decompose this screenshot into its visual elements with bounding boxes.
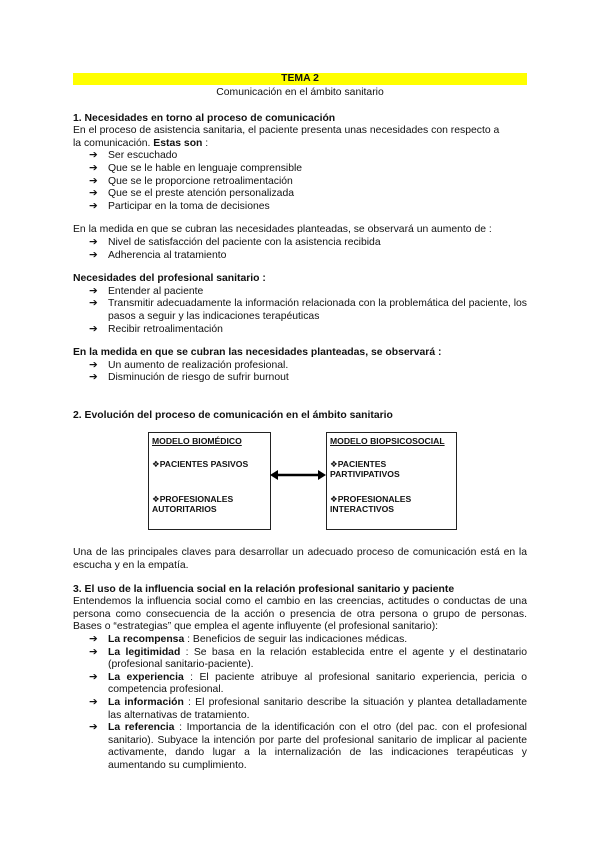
- section3-heading: 3. El uso de la influencia social en la relación profesional sanitario y paciente: [73, 583, 455, 595]
- professional-needs-list: [73, 286, 527, 336]
- list-item: ➔ Ser escuchado: [89, 150, 178, 162]
- list-item: ➔ Que se le proporcione retroalimentación: [89, 175, 293, 187]
- biomedical-item-professionals: ❖PROFESIONALES: [152, 494, 234, 505]
- arrow-icon: ➔: [89, 372, 98, 384]
- list-item: ➔ La experiencia : El paciente atribuye al profesional sanitario experiencia, pericia o competencia profesional.: [89, 671, 528, 696]
- page-title: TEMA 2: [73, 73, 527, 85]
- list-item: ➔ Entender al paciente: [89, 285, 204, 297]
- list-item: ➔ Que se le hable en lenguaje comprensible: [89, 162, 303, 174]
- arrow-icon: ➔: [89, 359, 98, 371]
- section1-intro: En el proceso de asistencia sanitaria, el paciente presenta unas necesidades con respecto a la comunicación. Estas son :: [73, 125, 500, 149]
- biomedical-model-box: [148, 432, 271, 530]
- biopsychosocial-item-patients: ❖PACIENTES: [330, 459, 387, 470]
- document-page: [73, 73, 527, 773]
- biomedical-item-patients: ❖PACIENTES PASIVOS: [152, 459, 249, 470]
- list-item: ➔ Nivel de satisfacción del paciente con la asistencia recibida: [89, 236, 381, 248]
- observe-list: [73, 237, 527, 262]
- list-item: ➔ La legitimidad : Se basa en la relación establecida entre el agente y el destinatario (profesional sanitario-paciente).: [89, 646, 527, 671]
- arrow-icon: ➔: [89, 323, 98, 335]
- arrow-icon: ➔: [89, 175, 98, 187]
- section1-heading: 1. Necesidades en torno al proceso de comunicación: [73, 112, 336, 124]
- arrow-icon: ➔: [89, 697, 98, 708]
- arrow-icon: ➔: [89, 162, 98, 174]
- biomedical-model-title: MODELO BIOMÉDICO: [152, 436, 242, 447]
- biopsychosocial-item-professionals-2: INTERACTIVOS: [330, 504, 394, 515]
- observe2-list: [73, 360, 527, 385]
- arrow-icon: ➔: [89, 671, 98, 683]
- list-item: ➔ Disminución de riesgo de sufrir burnout: [89, 372, 289, 384]
- arrow-icon: ➔: [89, 249, 98, 261]
- biopsychosocial-item-patients-2: PARTIVIPATIVOS: [330, 469, 400, 480]
- arrow-icon: ➔: [89, 285, 98, 297]
- biopsychosocial-model-box: [326, 432, 457, 530]
- list-item: ➔ Adherencia al tratamiento: [89, 249, 227, 261]
- bidirectional-arrow-icon: [270, 469, 326, 481]
- section3-intro: Entendemos la influencia social como el cambio en las creencias, actitudes o conductas de una persona como consecuencia de la acción o presencia de otra persona o grupo de personas. Bases o “estrategias” que emplea el agente influyente (el profesional sanitario):: [73, 596, 527, 633]
- list-item: ➔ La referencia : Importancia de la identificación con el otro (del pac. con el profesional sanitario). Subyace la intención por parte del profesional sanitario de implicar al paciente activamente, dando lugar a la internalización de las indicaciones terapéuticas y aumentando su cumplimiento.: [89, 722, 527, 771]
- biomedical-item-professionals-2: AUTORITARIOS: [152, 504, 217, 515]
- arrow-icon: ➔: [89, 188, 98, 200]
- list-item: ➔ Recibir retroalimentación: [89, 323, 223, 335]
- section2-heading: 2. Evolución del proceso de comunicación en el ámbito sanitario: [73, 409, 393, 421]
- list-item: ➔ La información : El profesional sanitario describe la situación y plantea detalladamente las alternativas de tratamiento.: [89, 697, 527, 721]
- list-item: ➔ La recompensa : Beneficios de seguir las indicaciones médicas.: [89, 634, 408, 646]
- arrow-icon: ➔: [89, 236, 98, 248]
- strategies-list: [73, 634, 527, 773]
- section2-closing: Una de las principales claves para desarrollar un adecuado proceso de comunicación está en la escucha y en la empatía.: [73, 547, 527, 572]
- arrow-icon: ➔: [89, 634, 98, 646]
- list-item: ➔ Participar en la toma de decisiones: [89, 200, 270, 212]
- biopsychosocial-item-professionals: ❖PROFESIONALES: [330, 494, 412, 505]
- observe-text: En la medida en que se cubran las necesidades planteadas, se observará un aumento de :: [73, 224, 492, 236]
- arrow-icon: ➔: [89, 200, 98, 212]
- models-diagram: [148, 432, 527, 532]
- professional-needs-heading: Necesidades del profesional sanitario :: [73, 273, 266, 285]
- list-item: ➔ Que se el preste atención personalizada: [89, 188, 294, 200]
- observe2-heading: En la medida en que se cubran las necesidades planteadas, se observará :: [73, 347, 442, 359]
- page-subtitle: Comunicación en el ámbito sanitario: [216, 87, 384, 98]
- patient-needs-list: [73, 150, 527, 213]
- arrow-icon: ➔: [89, 646, 98, 658]
- list-item: ➔ Transmitir adecuadamente la información relacionada con la problemática del paciente, los pasos a seguir y las indicaciones terapéuticas: [89, 298, 527, 322]
- arrow-icon: ➔: [89, 722, 98, 734]
- biopsychosocial-model-title: MODELO BIOPSICOSOCIAL: [330, 436, 445, 447]
- list-item: ➔ Un aumento de realización profesional.: [89, 359, 289, 371]
- arrow-icon: ➔: [89, 298, 98, 310]
- arrow-icon: ➔: [89, 150, 98, 162]
